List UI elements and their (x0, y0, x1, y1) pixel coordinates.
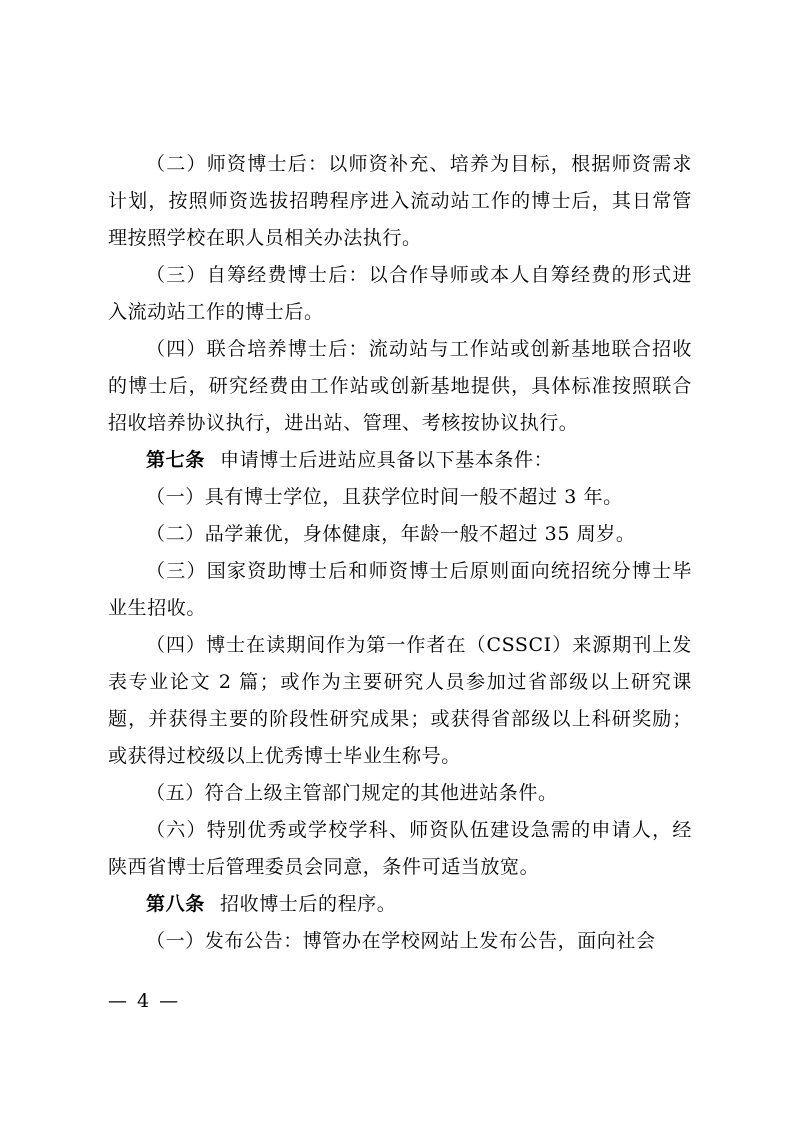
paragraph-text: （四）联合培养博士后：流动站与工作站或创新基地联合招收的博士后，研究经费由工作站或创新基地提供，具体标准按照联合招收培养协议执行，进出站、管理、考核按协议执行。 (108, 338, 692, 434)
paragraph-text: （三）国家资助博士后和师资博士后原则面向统招统分博士毕业生招收。 (108, 560, 692, 619)
condition-item-1 (108, 479, 692, 516)
paragraph-text: （三）自筹经费博士后：以合作导师或本人自筹经费的形式进入流动站工作的博士后。 (108, 264, 692, 323)
article-heading: 第八条 (146, 893, 205, 915)
article-seven (108, 442, 692, 479)
article-heading: 第七条 (146, 449, 205, 471)
condition-item-5 (108, 775, 692, 812)
article-eight (108, 886, 692, 923)
paragraph-postdoc-faculty (108, 146, 692, 257)
paragraph-postdoc-self-funded (108, 257, 692, 331)
paragraph-postdoc-joint (108, 331, 692, 442)
paragraph-text: 申请博士后进站应具备以下基本条件： (220, 449, 554, 471)
paragraph-text: （六）特别优秀或学校学科、师资队伍建设急需的申请人，经陕西省博士后管理委员会同意，条件可适当放宽。 (108, 819, 692, 878)
document-body (108, 146, 692, 960)
condition-item-6 (108, 812, 692, 886)
condition-item-2 (108, 516, 692, 553)
paragraph-text: （五）符合上级主管部门规定的其他进站条件。 (146, 782, 558, 804)
paragraph-text: （二）品学兼优，身体健康，年龄一般不超过 35 周岁。 (146, 523, 636, 545)
paragraph-text: （二）师资博士后：以师资补充、培养为目标，根据师资需求计划，按照师资选拔招聘程序进入流动站工作的博士后，其日常管理按照学校在职人员相关办法执行。 (108, 153, 692, 249)
paragraph-text: （一）发布公告：博管办在学校网站上发布公告，面向社会 (146, 930, 656, 952)
paragraph-text: 招收博士后的程序。 (220, 893, 397, 915)
condition-item-3 (108, 553, 692, 627)
condition-item-4 (108, 627, 692, 775)
page-number: — 4 — (108, 990, 181, 1012)
paragraph-text: （一）具有博士学位，且获学位时间一般不超过 3 年。 (146, 486, 623, 508)
procedure-item-1 (108, 923, 692, 960)
paragraph-text: （四）博士在读期间作为第一作者在（CSSCI）来源期刊上发表专业论文 2 篇；或作为主要研究人员参加过省部级以上研究课题，并获得主要的阶段性研究成果；或获得省部级以上科研奖励；或获得过校级以上优秀博士毕业生称号。 (108, 634, 692, 767)
